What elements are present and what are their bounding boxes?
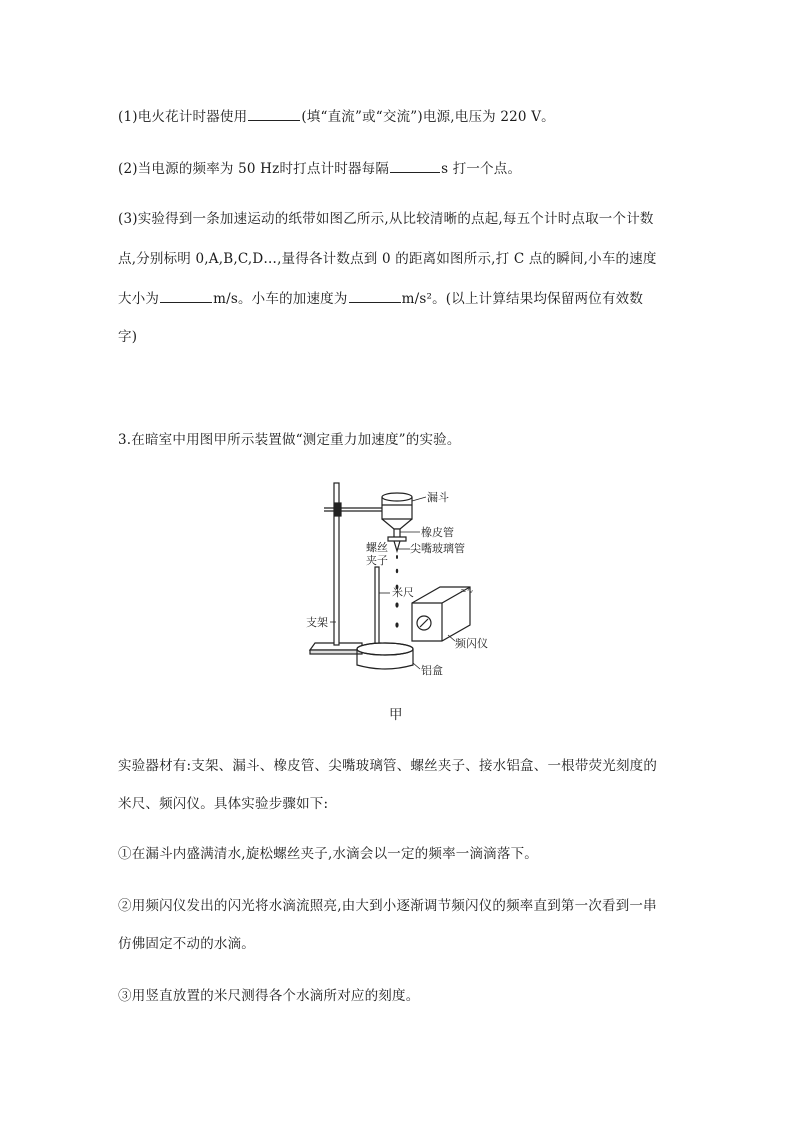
answer-blank-1[interactable] [248, 108, 300, 121]
part-2-text-b: s 打一个点。 [441, 161, 522, 177]
label-screw-clamp-2: 夹子 [366, 554, 388, 567]
question-3-title: 3.在暗室中用图甲所示装置做“测定重力加速度”的实验。 [118, 432, 461, 448]
part-1-text-b: (填“直流”或“交流”)电源,电压为 220 V。 [301, 109, 555, 125]
label-box: 铝盒 [421, 664, 443, 677]
label-ruler: 米尺 [392, 586, 414, 599]
strobe-wave-label: ≈∿ [460, 586, 474, 595]
part-3-text-b: m/s。小车的加速度为 [213, 291, 348, 307]
label-screw-clamp-1: 螺丝 [366, 541, 388, 554]
step-2-line-2: 仿佛固定不动的水滴。 [118, 936, 255, 952]
step-2-line-1: ②用频闪仪发出的闪光将水滴流照亮,由大到小逐渐调节频闪仪的频率直到第一次看到一串 [118, 898, 657, 914]
part-3-text-a: 大小为 [118, 291, 160, 307]
question-part-3-line-3 [118, 290, 643, 308]
question-part-1 [118, 108, 555, 126]
label-rubber-tube: 橡皮管 [421, 526, 454, 539]
label-funnel: 漏斗 [427, 491, 449, 504]
figure-caption: 甲 [389, 707, 403, 723]
materials-line-2: 米尺、频闪仪。具体实验步骤如下: [118, 796, 329, 812]
step-3: ③用竖直放置的米尺测得各个水滴所对应的刻度。 [118, 988, 420, 1004]
label-stand: 支架 [306, 616, 328, 629]
answer-blank-3[interactable] [160, 290, 212, 303]
label-strobe: 频闪仪 [455, 637, 488, 650]
question-part-3-line-1: (3)实验得到一条加速运动的纸带如图乙所示,从比较清晰的点起,每五个计时点取一个计数 [118, 211, 654, 227]
label-glass-tube: 尖嘴玻璃管 [410, 542, 465, 555]
answer-blank-4[interactable] [349, 290, 401, 303]
question-part-2 [118, 160, 521, 178]
part-3-text-c: m/s²。(以上计算结果均保留两位有效数 [401, 291, 644, 307]
apparatus-figure [300, 475, 520, 685]
question-part-3-line-4: 字) [118, 329, 138, 345]
apparatus-diagram [300, 475, 520, 685]
answer-blank-2[interactable] [390, 160, 440, 173]
question-part-3-line-2: 点,分别标明 0,A,B,C,D…,量得各计数点到 0 的距离如图所示,打 C 点的瞬间,小车的速度 [118, 251, 657, 267]
step-1: ①在漏斗内盛满清水,旋松螺丝夹子,水滴会以一定的频率一滴滴落下。 [118, 846, 538, 862]
part-1-text-a: (1)电火花计时器使用 [118, 109, 248, 125]
part-2-text-a: (2)当电源的频率为 50 Hz时打点计时器每隔 [118, 161, 390, 177]
materials-line-1: 实验器材有:支架、漏斗、橡皮管、尖嘴玻璃管、螺丝夹子、接水铝盒、一根带荧光刻度的 [118, 758, 658, 774]
